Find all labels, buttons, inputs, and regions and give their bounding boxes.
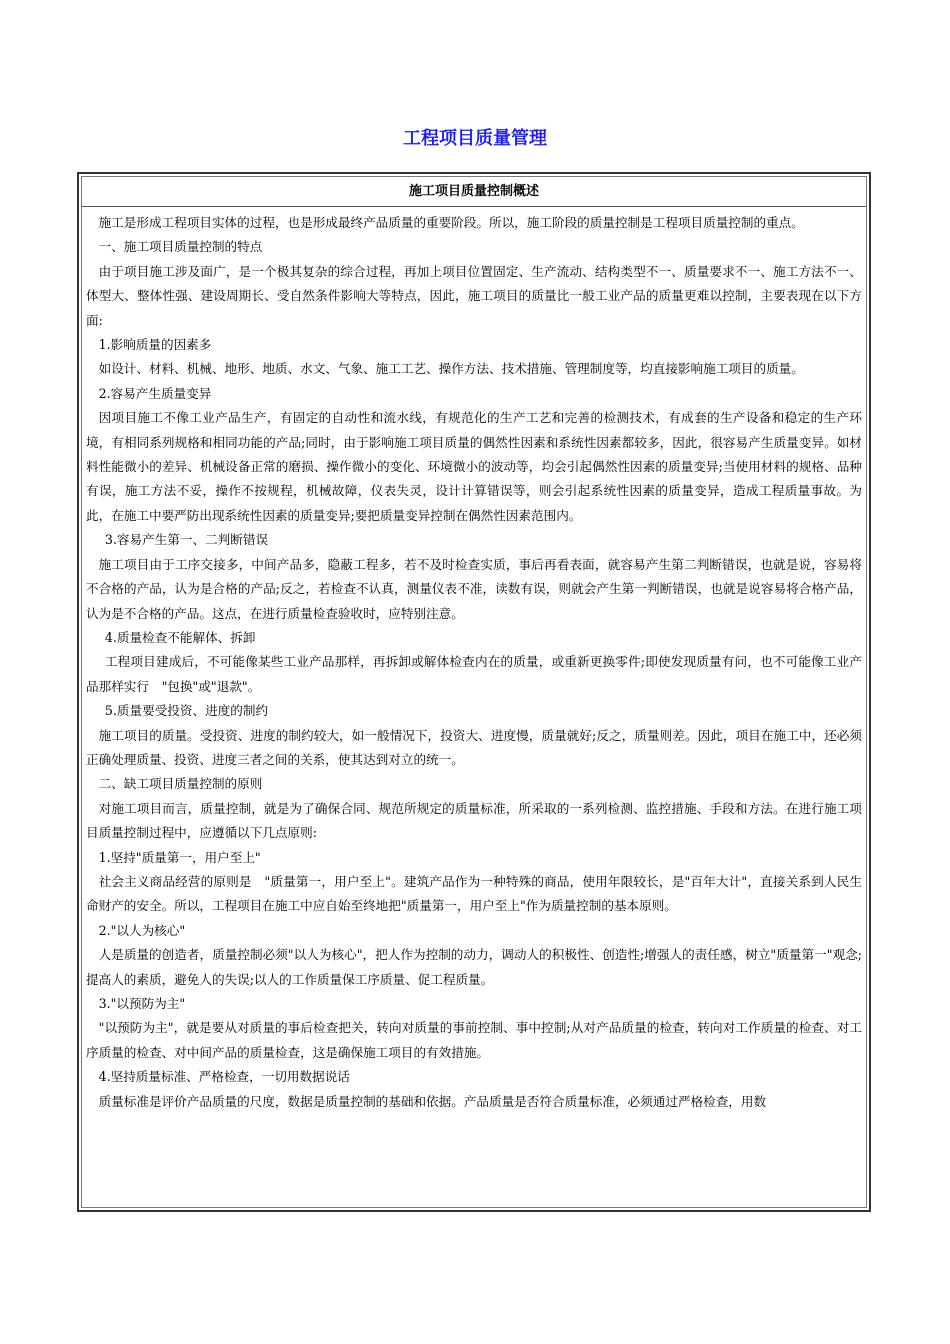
- paragraph: 1.影响质量的因素多: [98, 337, 212, 353]
- paragraph: 施工项目的质量。受投资、进度的制约较大，如一般情况下，投资大、进度慢，质量就好;反之，质量则差。因此，项目在施工中，还必须正确处理质量、投资、进度三者之间的关系，使其达到对立的统一。: [86, 727, 862, 767]
- paragraph: 1.坚持"质量第一，用户至上": [98, 849, 261, 865]
- paragraph: 施工是形成工程项目实体的过程，也是形成最终产品质量的重要阶段。所以，施工阶段的质量控制是工程项目质量控制的重点。: [98, 215, 804, 230]
- paragraph: 对施工项目而言，质量控制，就是为了确保合同、规范所规定的质量标准，所采取的一系列检测、监控措施、手段和方法。在进行施工项目质量控制过程中，应遵循以下几点原则:: [86, 800, 862, 841]
- paragraph: 5.质量要受投资、进度的制约: [104, 703, 269, 719]
- paragraph: 4.质量检查不能解体、拆卸: [104, 629, 256, 645]
- content-table-inner: [81, 176, 867, 1208]
- body-text: [82, 207, 866, 1114]
- paragraph: 社会主义商品经营的原则是 "质量第一，用户至上"。建筑产品作为一种特殊的商品，使用年限较长，是"百年大计"，直接关系到人民生命财产的安全。所以，工程项目在施工中应自始至终地把"质量第一，用户至上"作为质量控制的基本原则。: [86, 873, 862, 914]
- paragraph: 3."以预防为主": [98, 996, 186, 1011]
- paragraph: 工程项目建成后，不可能像某些工业产品那样，再拆卸或解体检查内在的质量，或重新更换零件;即使发现质量有问，也不可能像工业产品那样实行 "包换"或"退款"。: [86, 654, 862, 694]
- paragraph: 3.容易产生第一、二判断错误: [104, 532, 269, 548]
- section-heading: 施工项目质量控制概述: [82, 177, 866, 207]
- paragraph: 如设计、材料、机械、地形、地质、水文、气象、施工工艺、操作方法、技术措施、管理制度等，均直接影响施工项目的质量。: [98, 361, 804, 377]
- paragraph: 施工项目由于工序交接多，中间产品多，隐蔽工程多，若不及时检查实质，事后再看表面，就容易产生第二判断错误，也就是说，容易将不合格的产品，认为是合格的产品;反之，若检查不认真，测量仪表不准，读数有误，则就会产生第一判断错误，也就是说容易将合格产品，认为是不合格的产品。这点，在进行质量检查验收时，应特别注意。: [86, 556, 862, 621]
- content-table: [77, 172, 871, 1212]
- paragraph: 二、缺工项目质量控制的原则: [98, 776, 263, 792]
- paragraph: 质量标准是评价产品质量的尺度，数据是质量控制的基础和依据。产品质量是否符合质量标准，必须通过严格检查，用数: [98, 1093, 767, 1109]
- paragraph: 一、施工项目质量控制的特点: [98, 239, 263, 255]
- paragraph: 由于项目施工涉及面广，是一个极其复杂的综合过程，再加上项目位置固定、生产流动、结构类型不一、质量要求不一、施工方法不一、体型大、整体性强、建设周期长、受自然条件影响大等特点，因此，施工项目的质量比一般工业产品的质量更难以控制，主要表现在以下方面:: [86, 263, 862, 328]
- paragraph: 4.坚持质量标准、严格检查，一切用数据说话: [98, 1069, 350, 1085]
- paragraph: 2.容易产生质量变异: [98, 385, 212, 401]
- paragraph: 因项目施工不像工业产品生产，有固定的自动性和流水线，有规范化的生产工艺和完善的检测技术，有成套的生产设备和稳定的生产环境，有相同系列规格和相同功能的产品;同时，由于影响施工项目质量的偶然性因素和系统性因素都较多，因此，很容易产生质量变异。如材料性能微小的差异、机械设备正常的磨损、操作微小的变化、环境微小的波动等，均会引起偶然性因素的质量变异;当使用材料的规格、品种有误，施工方法不妥，操作不按规程，机械故障，仪表失灵，设计计算错误等，则会引起系统性因素的质量变异，造成工程质量事故。为此，在施工中要严防出现系统性因素的质量变异;要把质量变异控制在偶然性因素范围内。: [86, 410, 862, 523]
- paragraph: 2."以人为核心": [98, 922, 186, 938]
- paragraph: "以预防为主"，就是要从对质量的事后检查把关，转向对质量的事前控制、事中控制;从对产品质量的检查，转向对工作质量的检查、对工序质量的检查、对中间产品的质量检查，这是确保施工项目的有效措施。: [86, 1020, 862, 1060]
- paragraph: 人是质量的创造者，质量控制必须"以人为核心"，把人作为控制的动力，调动人的积极性、创造性;增强人的责任感，树立"质量第一"观念;提高人的素质，避免人的失误;以人的工作质量保工序质量、促工程质量。: [86, 947, 862, 987]
- document-title: 工程项目质量管理: [403, 128, 547, 149]
